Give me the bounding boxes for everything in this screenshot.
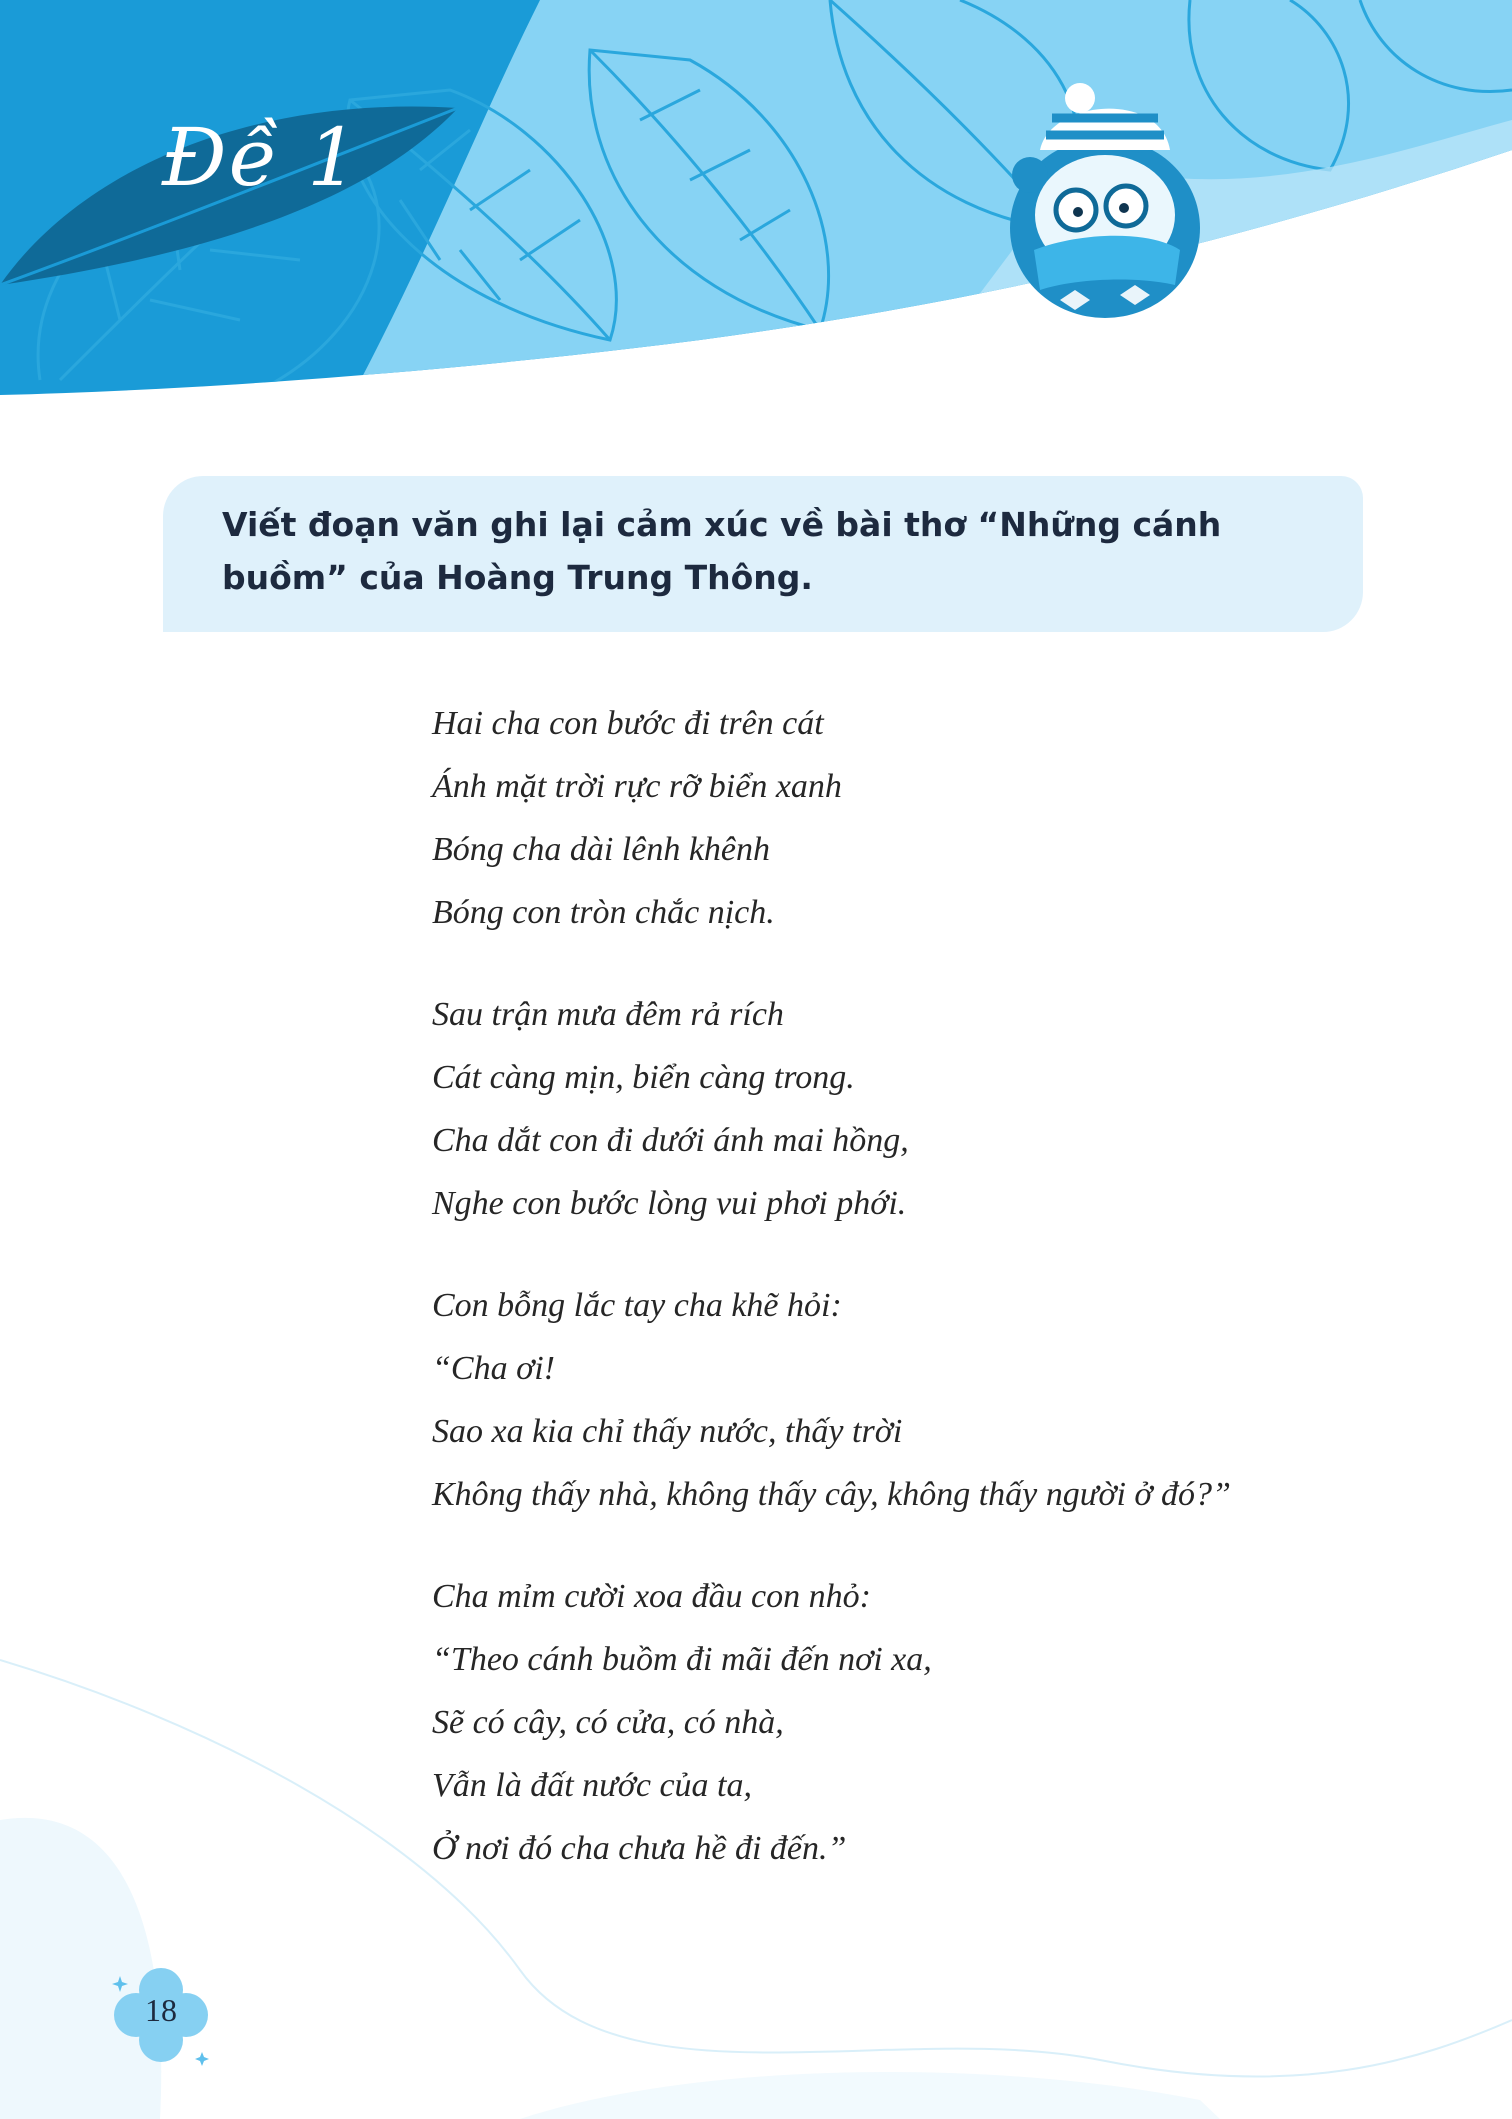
poem-line: Bóng cha dài lênh khênh — [432, 831, 771, 868]
poem-line: Con bỗng lắc tay cha khẽ hỏi: — [432, 1287, 842, 1324]
poem-line: “Theo cánh buồm đi mãi đến nơi xa, — [432, 1641, 932, 1678]
poem-line: Sau trận mưa đêm rả rích — [432, 996, 784, 1033]
poem-line: Ở nơi đó cha chưa hề đi đến.” — [432, 1830, 847, 1867]
poem — [432, 692, 1432, 1919]
poem-line: Cha mỉm cười xoa đầu con nhỏ: — [432, 1578, 871, 1615]
poem-line: Không thấy nhà, không thấy cây, không thấy người ở đó?” — [432, 1476, 1231, 1513]
poem-line: Hai cha con bước đi trên cát — [432, 705, 824, 742]
exercise-title: Đề 1 — [162, 111, 361, 204]
stanza — [432, 1274, 1432, 1526]
poem-line: Vẫn là đất nước của ta, — [432, 1767, 752, 1804]
poem-line: Bóng con tròn chắc nịch. — [432, 894, 775, 931]
poem-line: Ánh mặt trời rực rỡ biển xanh — [432, 768, 842, 805]
poem-line: Sẽ có cây, có cửa, có nhà, — [432, 1704, 784, 1741]
stanza — [432, 1565, 1432, 1880]
prompt-text: Viết đoạn văn ghi lại cảm xúc về bài thơ “Những cánh buồm” của Hoàng Trung Thông. — [222, 505, 1222, 597]
page-number: 18 — [145, 1992, 177, 2028]
poem-line: Nghe con bước lòng vui phơi phới. — [432, 1185, 907, 1222]
poem-line: Sao xa kia chỉ thấy nước, thấy trời — [432, 1413, 903, 1450]
poem-line: Cát càng mịn, biển càng trong. — [432, 1059, 855, 1096]
poem-line: “Cha ơi! — [432, 1350, 556, 1387]
stanza — [432, 983, 1432, 1235]
poem-line: Cha dắt con đi dưới ánh mai hồng, — [432, 1122, 909, 1159]
stanza — [432, 692, 1432, 944]
